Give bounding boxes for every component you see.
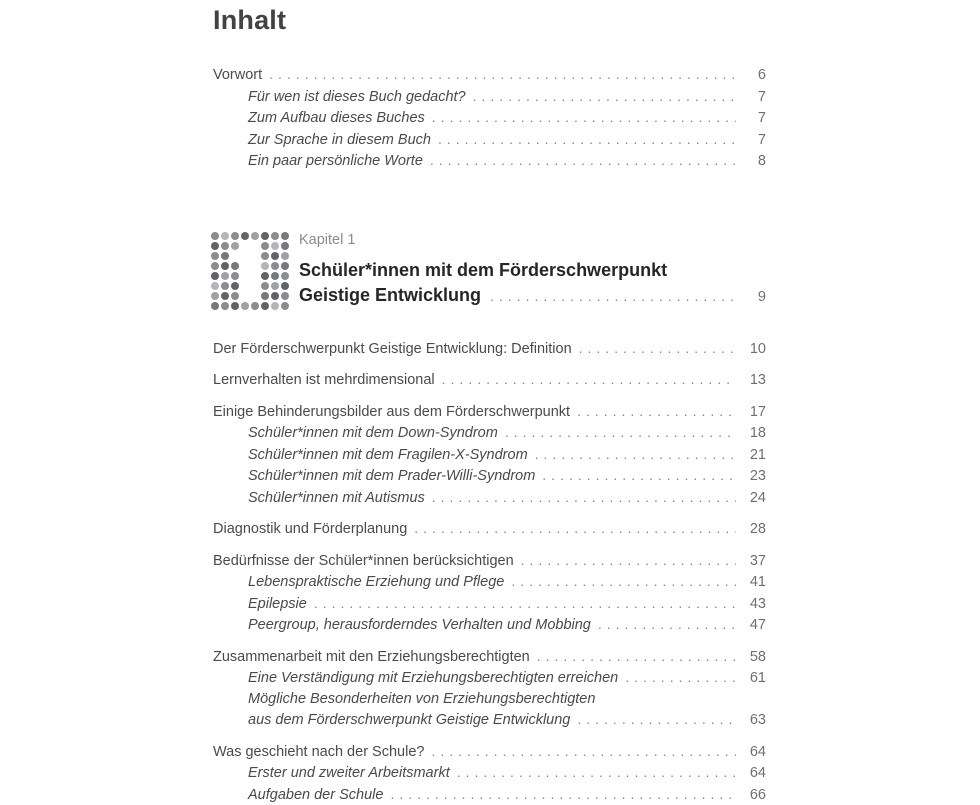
matrix-dot — [281, 292, 289, 300]
matrix-dot — [261, 292, 269, 300]
page-number: 7 — [742, 87, 766, 108]
dot-leader — [579, 338, 736, 359]
toc-entry — [213, 369, 766, 391]
toc-entry — [213, 338, 766, 360]
toc-entry-label: Schüler*innen mit dem Down-Syndrom — [248, 423, 498, 444]
matrix-dot — [221, 302, 229, 310]
matrix-dot — [271, 302, 279, 310]
toc-entry — [213, 614, 766, 636]
dot-leader — [269, 64, 736, 85]
toc-entry — [213, 593, 766, 615]
toc-entry-label: Epilepsie — [248, 594, 307, 615]
toc-entry — [213, 741, 766, 763]
matrix-dot — [211, 262, 219, 270]
chapter-page-number: 9 — [742, 289, 766, 305]
matrix-dot — [281, 232, 289, 240]
toc-entry-label: Ein paar persönliche Worte — [248, 151, 423, 172]
dot-leader — [432, 487, 736, 508]
toc-entry — [213, 444, 766, 466]
toc-entry — [213, 689, 766, 710]
toc-entry-label: Der Förderschwerpunkt Geistige Entwicklung: Definition — [213, 339, 572, 360]
toc-entry — [213, 550, 766, 572]
dot-leader — [598, 614, 736, 635]
matrix-dot — [251, 302, 259, 310]
toc-entry-label: Diagnostik und Förderplanung — [213, 519, 407, 540]
page-number: 66 — [742, 785, 766, 805]
matrix-dot — [211, 302, 219, 310]
dot-leader — [511, 571, 736, 592]
matrix-dot — [261, 262, 269, 270]
page-number: 61 — [742, 668, 766, 689]
dot-leader — [432, 107, 736, 128]
page-number: 47 — [742, 615, 766, 636]
matrix-dot — [281, 282, 289, 290]
page-number: 7 — [742, 130, 766, 151]
matrix-dot — [221, 242, 229, 250]
matrix-dot — [211, 232, 219, 240]
matrix-dot — [211, 252, 219, 260]
toc-entry — [213, 762, 766, 784]
matrix-dot — [241, 232, 249, 240]
toc-entry-label: Einige Behinderungsbilder aus dem Förderschwerpunkt — [213, 402, 570, 423]
matrix-dot — [241, 302, 249, 310]
page-number: 17 — [742, 402, 766, 423]
matrix-dot — [261, 232, 269, 240]
toc-group — [213, 741, 766, 805]
toc-entry — [213, 709, 766, 731]
matrix-dot — [281, 302, 289, 310]
toc-group — [213, 338, 766, 360]
matrix-dot-blank — [241, 292, 249, 300]
page-number: 13 — [742, 370, 766, 391]
page-number: 18 — [742, 423, 766, 444]
matrix-dot-blank — [241, 272, 249, 280]
toc-group — [213, 646, 766, 731]
dot-leader — [577, 401, 736, 422]
toc-entry-label: Zur Sprache in diesem Buch — [248, 130, 431, 151]
page-number: 24 — [742, 488, 766, 509]
page-number: 63 — [742, 710, 766, 731]
toc-entry-label: Was geschieht nach der Schule? — [213, 742, 424, 763]
toc-entry — [213, 784, 766, 805]
matrix-dot — [231, 232, 239, 240]
matrix-dot — [261, 272, 269, 280]
matrix-dot — [271, 252, 279, 260]
matrix-dot-blank — [241, 242, 249, 250]
chapter-kicker: Kapitel 1 — [299, 231, 766, 249]
toc-entry — [213, 86, 766, 108]
toc-entries-section — [213, 338, 766, 805]
matrix-dot — [221, 282, 229, 290]
toc-entry-label: Für wen ist dieses Buch gedacht? — [248, 87, 466, 108]
matrix-dot — [281, 262, 289, 270]
matrix-dot — [211, 292, 219, 300]
matrix-dot — [251, 232, 259, 240]
toc-entry-label: Aufgaben der Schule — [248, 785, 383, 805]
chapter-1-block — [213, 230, 766, 311]
matrix-dot — [231, 242, 239, 250]
dot-leader — [314, 593, 736, 614]
page-number: 7 — [742, 108, 766, 129]
matrix-dot — [211, 282, 219, 290]
toc-entry-label: Lernverhalten ist mehrdimensional — [213, 370, 435, 391]
matrix-dot — [221, 272, 229, 280]
dot-leader — [457, 762, 736, 783]
toc-entry-label: Schüler*innen mit Autismus — [248, 488, 425, 509]
dot-leader — [537, 646, 736, 667]
matrix-dot — [281, 242, 289, 250]
matrix-dot — [271, 282, 279, 290]
matrix-dot — [271, 292, 279, 300]
matrix-dot-blank — [251, 272, 259, 280]
matrix-dot — [221, 292, 229, 300]
matrix-dot — [231, 262, 239, 270]
toc-entry-label: Mögliche Besonderheiten von Erziehungsberechtigten — [248, 689, 595, 710]
matrix-dot — [231, 292, 239, 300]
toc-entry — [213, 150, 766, 172]
page-number: 10 — [742, 339, 766, 360]
dot-leader — [430, 150, 736, 171]
toc-entry-label: Vorwort — [213, 65, 262, 86]
matrix-dot — [261, 302, 269, 310]
dot-leader — [414, 518, 736, 539]
page-number: 28 — [742, 519, 766, 540]
matrix-dot — [221, 232, 229, 240]
chapter-title-line1: Schüler*innen mit dem Förderschwerpunkt — [299, 258, 766, 283]
toc-group — [213, 369, 766, 391]
dot-leader — [442, 369, 736, 390]
matrix-dot-blank — [241, 252, 249, 260]
page-number: 43 — [742, 594, 766, 615]
page-number: 8 — [742, 151, 766, 172]
matrix-dot-blank — [251, 292, 259, 300]
chapter-title-line2: Geistige Entwicklung — [299, 283, 481, 308]
dot-leader — [505, 422, 736, 443]
toc-entry-label: Zum Aufbau dieses Buches — [248, 108, 425, 129]
matrix-dot — [261, 282, 269, 290]
matrix-dot — [281, 272, 289, 280]
dot-leader — [521, 550, 736, 571]
matrix-dot — [271, 272, 279, 280]
matrix-dot-blank — [231, 252, 239, 260]
dot-leader — [431, 741, 736, 762]
matrix-dot-blank — [241, 282, 249, 290]
dot-leader — [438, 129, 736, 150]
toc-group — [213, 64, 766, 172]
frontmatter-section — [213, 64, 766, 172]
toc-group — [213, 550, 766, 636]
matrix-dot — [211, 272, 219, 280]
matrix-dot-blank — [251, 262, 259, 270]
matrix-dot-blank — [251, 282, 259, 290]
page-number: 58 — [742, 647, 766, 668]
toc-entry — [213, 646, 766, 668]
matrix-dot — [231, 272, 239, 280]
toc-entry-label: Erster und zweiter Arbeitsmarkt — [248, 763, 450, 784]
toc-entry-label: Eine Verständigung mit Erziehungsberechtigten erreichen — [248, 668, 618, 689]
toc-entry-label: Schüler*innen mit dem Fragilen-X-Syndrom — [248, 445, 528, 466]
page-number: 21 — [742, 445, 766, 466]
dot-leader — [473, 86, 736, 107]
page-number: 23 — [742, 466, 766, 487]
toc-entry-label: Bedürfnisse der Schüler*innen berücksichtigen — [213, 551, 514, 572]
matrix-dot — [261, 252, 269, 260]
matrix-dot — [221, 262, 229, 270]
dot-leader — [390, 784, 736, 805]
page-number: 64 — [742, 742, 766, 763]
toc-entry-label: aus dem Förderschwerpunkt Geistige Entwicklung — [248, 710, 570, 731]
matrix-dot-blank — [241, 262, 249, 270]
matrix-dot-blank — [251, 252, 259, 260]
page-number: 41 — [742, 572, 766, 593]
toc-entry — [213, 64, 766, 86]
page-title: Inhalt — [213, 4, 766, 36]
matrix-dot — [221, 252, 229, 260]
matrix-dot — [271, 262, 279, 270]
toc-entry — [213, 667, 766, 689]
matrix-dot-blank — [251, 242, 259, 250]
page-number: 6 — [742, 65, 766, 86]
matrix-dot — [261, 242, 269, 250]
toc-entry-label: Schüler*innen mit dem Prader-Willi-Syndrom — [248, 466, 535, 487]
page-number: 37 — [742, 551, 766, 572]
dot-leader — [542, 465, 736, 486]
dot-leader — [577, 709, 736, 730]
page-number: 64 — [742, 763, 766, 784]
toc-entry — [213, 571, 766, 593]
toc-entry — [213, 422, 766, 444]
toc-entry — [213, 465, 766, 487]
dot-leader — [625, 667, 736, 688]
toc-entry — [213, 129, 766, 151]
toc-group — [213, 518, 766, 540]
matrix-dot — [211, 242, 219, 250]
toc-entry — [213, 518, 766, 540]
toc-entry — [213, 487, 766, 509]
chapter-heading — [299, 230, 766, 308]
toc-entry — [213, 107, 766, 129]
matrix-dot — [271, 242, 279, 250]
matrix-dot — [271, 232, 279, 240]
toc-entry-label: Lebenspraktische Erziehung und Pflege — [248, 572, 504, 593]
toc-entry — [213, 401, 766, 423]
toc-group — [213, 401, 766, 509]
chapter-number-dot-matrix-icon — [210, 231, 290, 311]
toc-entry-label: Zusammenarbeit mit den Erziehungsberechtigten — [213, 647, 530, 668]
dot-leader — [535, 444, 736, 465]
toc-entry-label: Peergroup, herausforderndes Verhalten und Mobbing — [248, 615, 591, 636]
matrix-dot — [281, 252, 289, 260]
dot-leader — [490, 288, 736, 304]
matrix-dot — [231, 282, 239, 290]
matrix-dot — [231, 302, 239, 310]
